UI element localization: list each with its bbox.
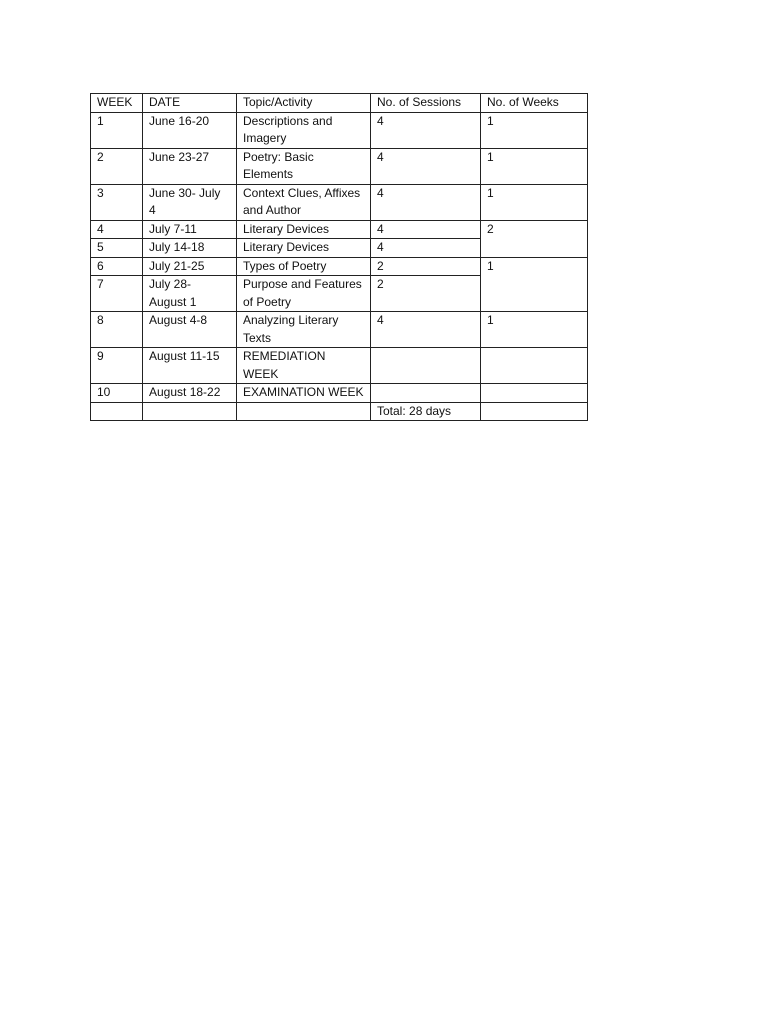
sessions-cell: 4 — [371, 184, 481, 220]
table-row — [91, 312, 588, 348]
topic-cell: Literary Devices — [237, 239, 371, 258]
weeks-cell: 1 — [481, 312, 588, 348]
week-cell: 8 — [91, 312, 143, 348]
table-row — [91, 348, 588, 384]
header-date: DATE — [143, 94, 237, 113]
total-sessions-cell: Total: 28 days — [371, 402, 481, 421]
table-row — [91, 112, 588, 148]
date-cell: July 28- August 1 — [143, 276, 237, 312]
date-cell: June 30- July 4 — [143, 184, 237, 220]
sessions-cell — [371, 384, 481, 403]
week-cell: 5 — [91, 239, 143, 258]
table-row — [91, 220, 588, 239]
header-week: WEEK — [91, 94, 143, 113]
date-cell: July 7-11 — [143, 220, 237, 239]
weeks-cell: 1 — [481, 112, 588, 148]
total-row — [91, 402, 588, 421]
topic-cell: Types of Poetry — [237, 257, 371, 276]
table-row — [91, 184, 588, 220]
empty-cell — [481, 402, 588, 421]
weeks-cell: 1 — [481, 257, 588, 312]
topic-cell: Analyzing Literary Texts — [237, 312, 371, 348]
date-cell: August 4-8 — [143, 312, 237, 348]
sessions-cell — [371, 348, 481, 384]
header-weeks: No. of Weeks — [481, 94, 588, 113]
sessions-cell: 2 — [371, 276, 481, 312]
sessions-cell: 4 — [371, 239, 481, 258]
week-cell: 9 — [91, 348, 143, 384]
empty-cell — [91, 402, 143, 421]
week-cell: 10 — [91, 384, 143, 403]
topic-cell: Context Clues, Affixes and Author — [237, 184, 371, 220]
sessions-cell: 4 — [371, 112, 481, 148]
date-cell: August 18-22 — [143, 384, 237, 403]
date-cell: July 21-25 — [143, 257, 237, 276]
table-row — [91, 148, 588, 184]
sessions-cell: 4 — [371, 220, 481, 239]
date-cell: July 14-18 — [143, 239, 237, 258]
topic-cell: EXAMINATION WEEK — [237, 384, 371, 403]
week-cell: 3 — [91, 184, 143, 220]
table-row — [91, 257, 588, 276]
header-row — [91, 94, 588, 113]
date-cell: August 11-15 — [143, 348, 237, 384]
weeks-cell: 1 — [481, 184, 588, 220]
weeks-cell — [481, 348, 588, 384]
weeks-cell: 2 — [481, 220, 588, 257]
topic-cell: Poetry: Basic Elements — [237, 148, 371, 184]
date-cell: June 16-20 — [143, 112, 237, 148]
date-cell: June 23-27 — [143, 148, 237, 184]
week-cell: 6 — [91, 257, 143, 276]
topic-cell: Literary Devices — [237, 220, 371, 239]
weeks-cell — [481, 384, 588, 403]
topic-cell: Descriptions and Imagery — [237, 112, 371, 148]
topic-cell: Purpose and Features of Poetry — [237, 276, 371, 312]
sessions-cell: 4 — [371, 148, 481, 184]
week-cell: 2 — [91, 148, 143, 184]
table-row — [91, 384, 588, 403]
empty-cell — [237, 402, 371, 421]
sessions-cell: 4 — [371, 312, 481, 348]
header-topic: Topic/Activity — [237, 94, 371, 113]
week-cell: 1 — [91, 112, 143, 148]
header-sessions: No. of Sessions — [371, 94, 481, 113]
empty-cell — [143, 402, 237, 421]
sessions-cell: 2 — [371, 257, 481, 276]
week-cell: 4 — [91, 220, 143, 239]
schedule-table — [90, 93, 588, 421]
topic-cell: REMEDIATION WEEK — [237, 348, 371, 384]
weeks-cell: 1 — [481, 148, 588, 184]
week-cell: 7 — [91, 276, 143, 312]
